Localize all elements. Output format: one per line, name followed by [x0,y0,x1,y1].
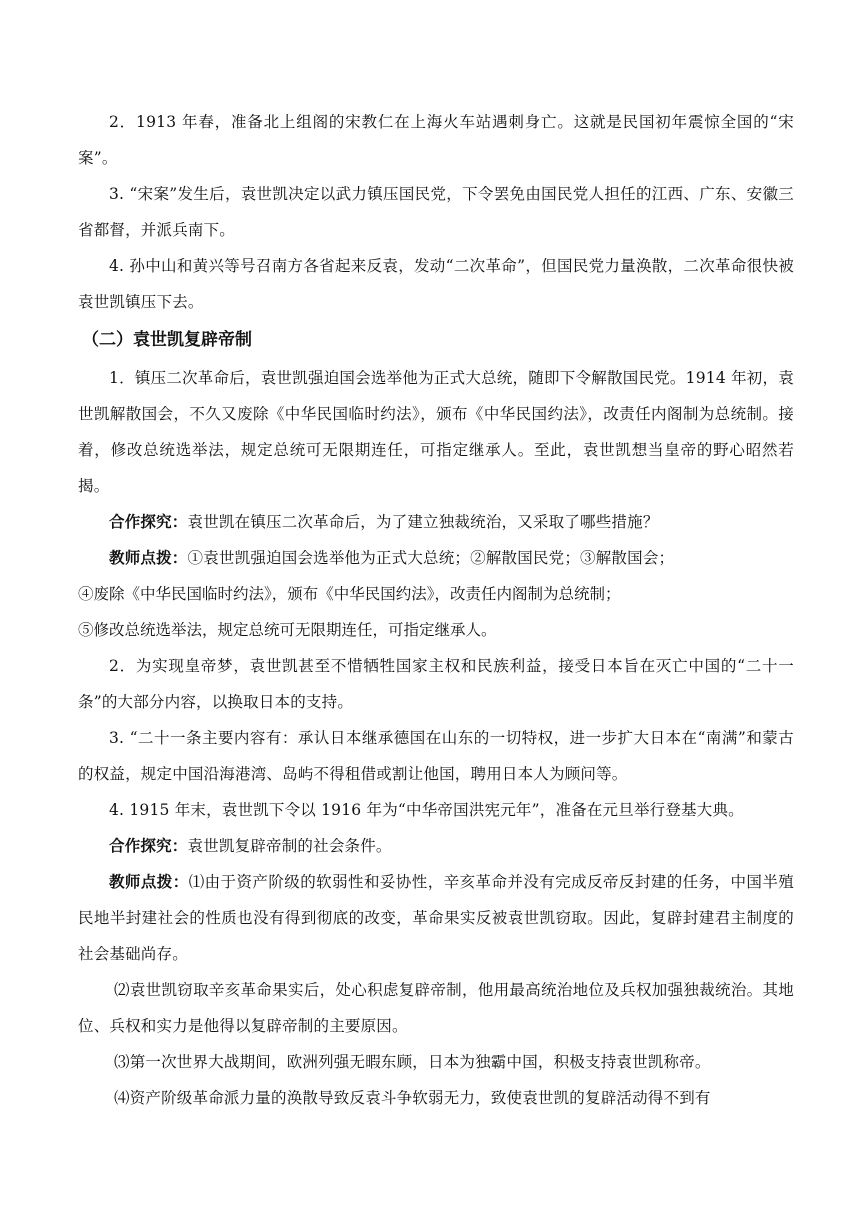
paragraph-hongxian-year: 4. 1915 年末，袁世凯下令以 1916 年为“中华帝国洪宪元年”，准备在元旦举行登基大典。 [109,801,744,819]
explore-text: 袁世凯复辟帝制的社会条件。 [187,837,392,855]
explore-label: 合作探究： [109,837,188,855]
document-page [78,104,794,1116]
paragraph-second-revolution: 4. 孙中山和黄兴等号召南方各省起来反袁，发动“二次革命”，但国民党力量涣散，二次革命很快被袁世凯镇压下去。 [78,257,794,311]
teacher-label: 教师点拨： [109,873,189,891]
paragraph-dictatorship-steps: 1．镇压二次革命后，袁世凯强迫国会选举他为正式大总统，随即下令解散国民党。1914 年初，袁世凯解散国会，不久又废除《中华民国临时约法》，颁布《中华民国约法》，改责任内阁制为总统制。接着，修改总统选举法，规定总统可无限期连任，可指定继承人。至此，袁世凯想当皇帝的野心昭然若揭。 [78,369,794,495]
explore-label: 合作探究： [109,513,188,531]
paragraph-suppression-order: 3. “宋案”发生后，袁世凯决定以武力镇压国民党，下令罢免由国民党人担任的江西、广东、安徽三省都督，并派兵南下。 [78,185,794,239]
teacher-note-1 [78,540,794,576]
paragraph-twenty-one-demands: 2．为实现皇帝梦，袁世凯甚至不惜牺牲国家主权和民族利益，接受日本旨在灭亡中国的“二十一条”的大部分内容，以换取日本的支持。 [78,657,794,711]
explore-question-2 [78,828,794,864]
condition-2: ⑵袁世凯窃取辛亥革命果实后，处心积虑复辟帝制，他用最高统治地位及兵权加强独裁统治。其地位、兵权和实力是他得以复辟帝制的主要原因。 [78,981,794,1035]
explore-question-1 [78,504,794,540]
condition-4: ⑷资产阶级革命派力量的涣散导致反袁斗争软弱无力，致使袁世凯的复辟活动得不到有 [114,1089,711,1107]
teacher-text-line1: ①袁世凯强迫国会选举他为正式大总统；②解散国民党；③解散国会； [187,549,675,567]
explore-text: 袁世凯在镇压二次革命后，为了建立独裁统治，又采取了哪些措施？ [187,513,659,531]
paragraph-song-case: 2．1913 年春，准备北上组阁的宋教仁在上海火车站遇刺身亡。这就是民国初年震惊全国的“宋案”。 [78,113,794,167]
condition-3: ⑶第一次世界大战期间，欧洲列强无暇东顾，日本为独霸中国，积极支持袁世凯称帝。 [114,1053,711,1071]
teacher-label: 教师点拨： [109,549,188,567]
section-heading-restoration: （二）袁世凯复辟帝制 [82,330,252,350]
teacher-text-line2: ④废除《中华民国临时约法》，颁布《中华民国约法》，改责任内阁制为总统制； [78,585,621,603]
teacher-note-2 [78,864,794,972]
teacher-text-line3: ⑤修改总统选举法，规定总统可无限期连任，可指定继承人。 [78,621,497,639]
paragraph-demands-content: 3. “二十一条主要内容有：承认日本继承德国在山东的一切特权，进一步扩大日本在“南满”和蒙古的权益，规定中国沿海港湾、岛屿不得租借或割让他国，聘用日本人为顾问等。 [78,729,794,783]
teacher-text: ⑴由于资产阶级的软弱性和妥协性，辛亥革命并没有完成反帝反封建的任务，中国半殖民地半封建社会的性质也没有得到彻底的改变，革命果实反被袁世凯窃取。因此，复辟封建君主制度的社会基础尚存。 [78,873,794,963]
